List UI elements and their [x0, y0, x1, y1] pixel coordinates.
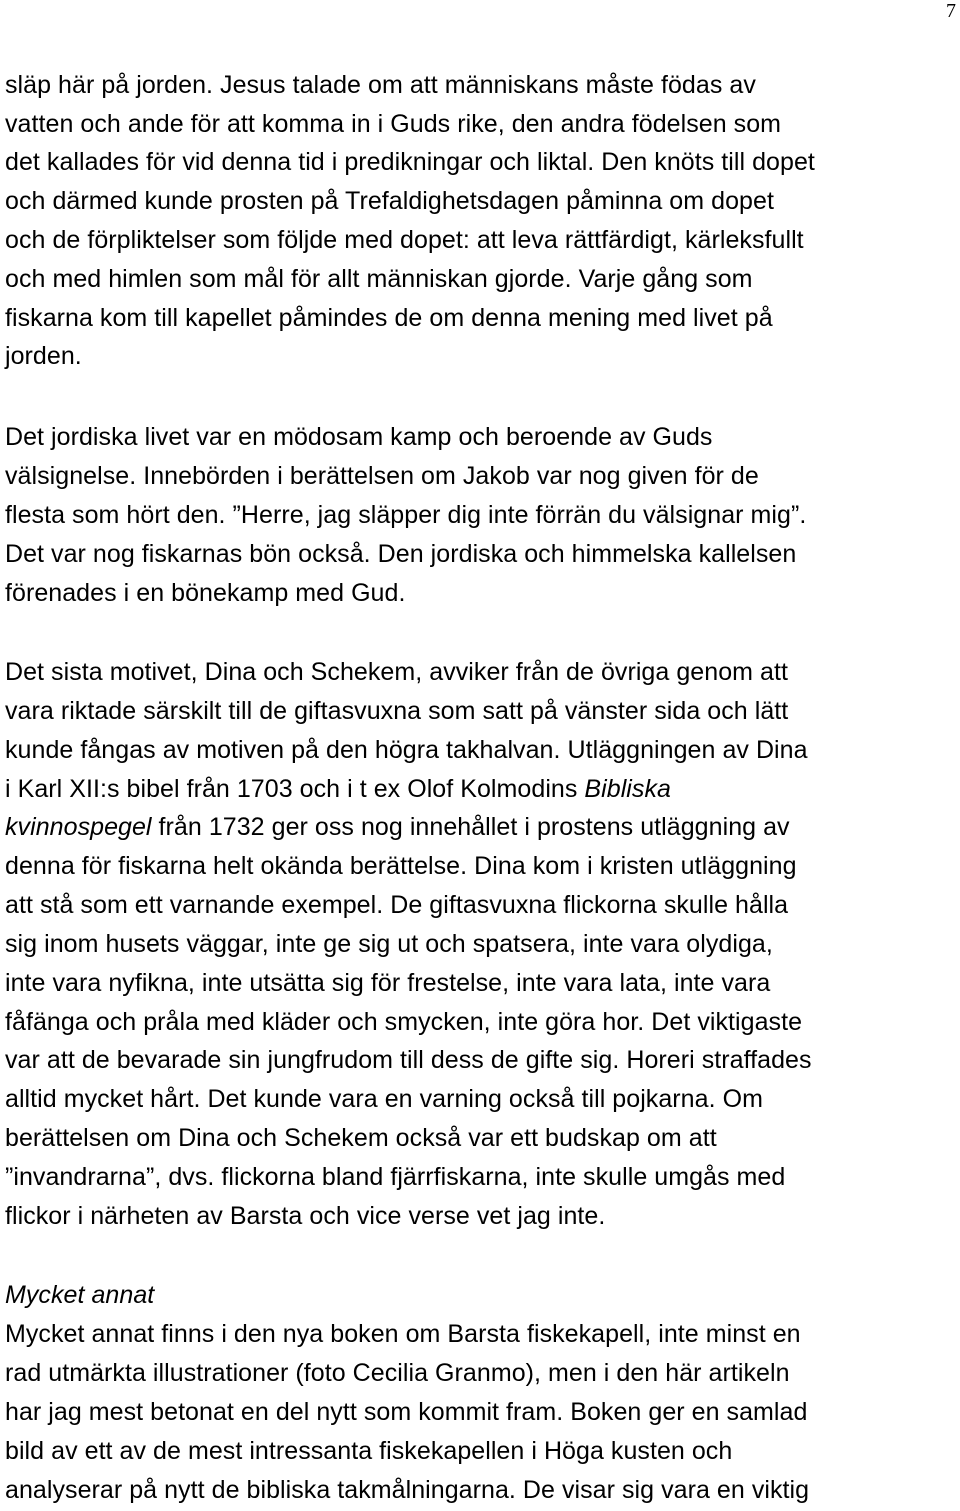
text-line: sig inom husets väggar, inte ge sig ut och spatsera, inte vara olydiga, [5, 930, 773, 958]
text-line: att stå som ett varnande exempel. De giftasvuxna flickorna skulle hålla [5, 891, 789, 919]
text-line: vatten och ande för att komma in i Guds rike, den andra födelsen som [5, 110, 782, 138]
text-line: fåfänga och pråla med kläder och smycken, inte göra hor. Det viktigaste [5, 1008, 803, 1036]
text-line: denna för fiskarna helt okända berättelse. Dina kom i kristen utläggning [5, 852, 797, 880]
text-line: flesta som hört den. ”Herre, jag släpper dig inte förrän du välsignar mig”. [5, 501, 807, 529]
book-title-italic: Bibliska [584, 775, 671, 803]
text-line: och de förpliktelser som följde med dopet: att leva rättfärdigt, kärleksfullt [5, 226, 804, 254]
text-run: från 1732 ger oss nog innehållet i prostens utläggning av [151, 813, 790, 841]
text-line: välsignelse. Innebörden i berättelsen om Jakob var nog given för de [5, 462, 759, 490]
text-line: analyserar på nytt de bibliska takmålningarna. De visar sig vara en viktig [5, 1476, 810, 1504]
text-line: flickor i närheten av Barsta och vice verse vet jag inte. [5, 1202, 606, 1230]
text-line: Det var nog fiskarnas bön också. Den jordiska och himmelska kallelsen [5, 540, 797, 568]
text-line: Mycket annat finns i den nya boken om Barsta fiskekapell, inte minst en [5, 1320, 801, 1348]
text-line: det kallades för vid denna tid i predikningar och liktal. Den knöts till dopet [5, 148, 815, 176]
text-line: kunde fångas av motiven på den högra takhalvan. Utläggningen av Dina [5, 736, 808, 764]
text-line [5, 774, 671, 804]
text-run: i Karl XII:s bibel från 1703 och i t ex Olof Kolmodins [5, 775, 585, 803]
text-line: jorden. [5, 342, 82, 370]
text-line: förenades i en bönekamp med Gud. [5, 579, 406, 607]
text-line: bild av ett av de mest intressanta fiskekapellen i Höga kusten och [5, 1437, 733, 1465]
text-line: Det jordiska livet var en mödosam kamp och beroende av Guds [5, 423, 713, 451]
text-line: och med himlen som mål för allt människan gjorde. Varje gång som [5, 265, 753, 293]
text-line: Det sista motivet, Dina och Schekem, avviker från de övriga genom att [5, 658, 788, 686]
section-heading-text: Mycket annat [5, 1281, 155, 1309]
text-line: har jag mest betonat en del nytt som kommit fram. Boken ger en samlad [5, 1398, 808, 1426]
text-line: ”invandrarna”, dvs. flickorna bland fjärrfiskarna, inte skulle umgås med [5, 1163, 786, 1191]
text-line: var att de bevarade sin jungfrudom till dess de gifte sig. Horeri straffades [5, 1046, 812, 1074]
text-line: fiskarna kom till kapellet påmindes de om denna mening med livet på [5, 304, 773, 332]
text-line: alltid mycket hårt. Det kunde vara en varning också till pojkarna. Om [5, 1085, 763, 1113]
text-line [5, 812, 790, 842]
text-line: berättelsen om Dina och Schekem också var ett budskap om att [5, 1124, 717, 1152]
text-line: inte vara nyfikna, inte utsätta sig för frestelse, inte vara lata, inte vara [5, 969, 771, 997]
text-line: släp här på jorden. Jesus talade om att människans måste födas av [5, 71, 756, 99]
section-heading [5, 1280, 154, 1310]
text-line: rad utmärkta illustrationer (foto Cecilia Granmo), men i den här artikeln [5, 1359, 790, 1387]
page-number: 7 [946, 0, 956, 22]
text-line: och därmed kunde prosten på Trefaldighetsdagen påminna om dopet [5, 187, 774, 215]
text-line: vara riktade särskilt till de giftasvuxna som satt på vänster sida och lätt [5, 697, 789, 725]
book-title-italic: kvinnospegel [5, 813, 152, 841]
